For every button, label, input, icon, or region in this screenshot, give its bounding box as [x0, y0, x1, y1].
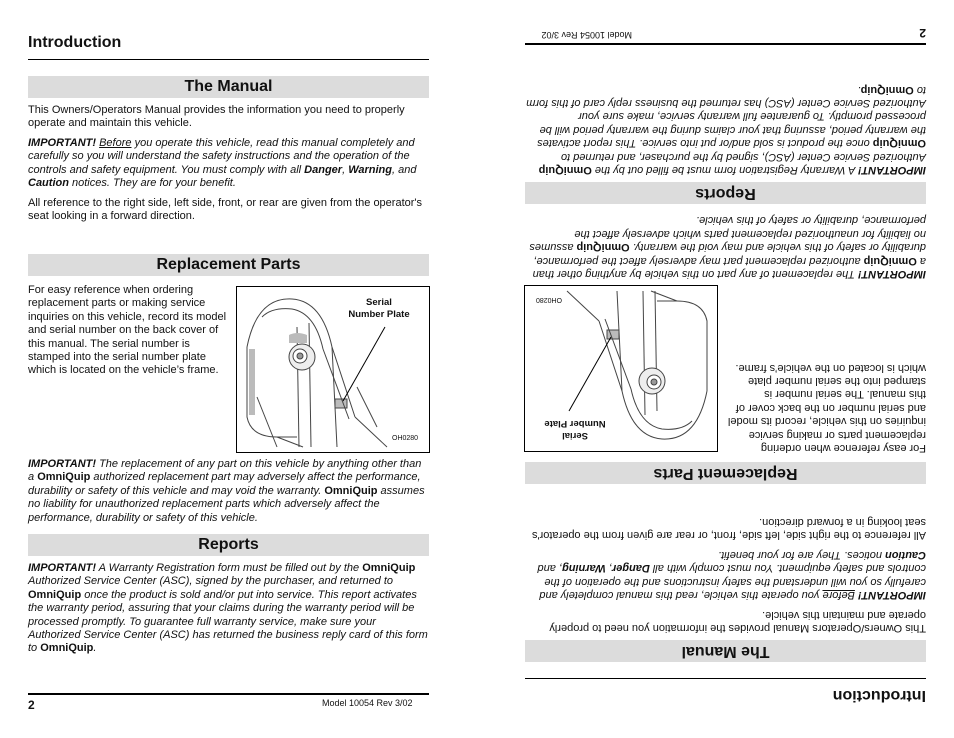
caution-word: Caution: [28, 177, 69, 190]
section-title: Introduction: [28, 34, 122, 51]
manual-intro-rotated: This Owners/Operators Manual provides the information you need to properly operate and maintain this vehicle.: [549, 608, 926, 634]
manual-heading-rotated: The Manual: [525, 640, 926, 662]
reports-important-rotated: [525, 82, 926, 176]
important-label-3-r: IMPORTANT!: [857, 164, 926, 176]
caution-word-r: Caution: [885, 548, 926, 561]
brand-omniquip-4: OmniQuip: [28, 588, 82, 601]
figure-code-r: OH0280: [535, 296, 562, 303]
figure-code: OH0280: [392, 435, 419, 442]
before-word: Before: [99, 137, 132, 149]
figure-label-serial-r: Serial: [562, 430, 588, 441]
replacement-heading-rotated: Replacement Parts: [525, 462, 926, 484]
important-label: IMPORTANT!: [28, 137, 97, 149]
serial-plate-figure: [236, 286, 430, 453]
reports-text-4: .: [93, 642, 97, 655]
replacement-important-text-2: authorized replacement part may adversely affect the performance, durability or safety of this vehicle and may void the warranty.: [28, 471, 421, 497]
reports-text-3-r: once the product is sold and/or put into service. This report activates the warranty period, assuring that your claims during the warranty period will be processed promptly. To guarantee full warranty service, make sure your Authorized Service Center (ASC) has returned the business reply card of this form to: [526, 83, 926, 150]
replacement-important: [28, 458, 429, 525]
replacement-important-text-1-r: The replacement of any part on this vehicle by anything other than a: [532, 254, 926, 280]
brand-omniquip-r: OmniQuip: [863, 254, 917, 267]
section-title-rotated: Introduction: [832, 687, 926, 704]
header-rule: [28, 59, 429, 60]
brand-omniquip-4-r: OmniQuip: [872, 137, 926, 150]
footer-rule: [28, 693, 429, 695]
replacement-important-rotated: [525, 213, 926, 280]
serial-plate-figure-rotated: [524, 285, 718, 452]
manual-important-text-2-r: notices. They are for your benefit.: [718, 548, 886, 561]
before-word-r: Before: [822, 589, 855, 601]
manual-important-text-2: notices. They are for your benefit.: [68, 177, 236, 190]
sep-2-r: , and: [537, 562, 562, 575]
footer-model-rev-rotated: Model 10054 Rev 3/02: [541, 30, 632, 40]
manual-reference-rotated: All reference to the right side, left side, front, or rear are given from the operator's seat looking in a forward direction.: [531, 515, 926, 541]
figure-label-number-plate: Number Plate: [348, 309, 410, 320]
footer-model-rev: Model 10054 Rev 3/02: [322, 698, 413, 708]
reports-heading: Reports: [28, 534, 429, 556]
figure-label-serial: Serial: [366, 297, 392, 308]
reports-text-3: once the product is sold and/or put into service. This report activates the warranty period, assuring that your claims during the warranty period will be processed promptly. To guarantee full warranty service, make sure your Authorized Service Center (ASC) has returned the business reply card of this form to: [28, 588, 428, 655]
manual-important-text-1: you operate this vehicle, read this manual completely and carefully so you will understand the safety instructions and the operation of the controls and safety equipment. You must comply with all: [28, 137, 415, 176]
reports-important: [28, 562, 429, 656]
reports-text-1-r: A Warranty Registration form must be filled out by the: [591, 164, 858, 176]
manual-important: [28, 137, 429, 191]
reports-heading-rotated: Reports: [525, 182, 926, 204]
page-number: 2: [28, 698, 35, 712]
brand-omniquip-5-r: OmniQuip: [860, 83, 914, 96]
sep-1-r: ,: [605, 562, 612, 575]
brand-omniquip-3-r: OmniQuip: [538, 164, 592, 176]
replacement-body-rotated: For easy reference when ordering replacement parts or making service inquiries on this vehicle, record its model and serial number on the back cover of this manual. The serial number is stamped into the serial number plate which is located on the vehicle’s frame.: [727, 361, 926, 454]
replacement-important-text-1: The replacement of any part on this vehicle by anything other than a: [28, 458, 422, 484]
important-label-r: IMPORTANT!: [857, 589, 926, 601]
header-rule-rotated: [525, 678, 926, 679]
replacement-important-text-3: assumes no liability for unauthorized replacement parts which adversely affect the performance, durability or safety of this vehicle.: [28, 484, 425, 524]
important-label-2-r: IMPORTANT!: [857, 268, 926, 280]
brand-omniquip-2: OmniQuip: [324, 484, 378, 497]
important-label-3: IMPORTANT!: [28, 562, 97, 574]
figure-label-number-plate-r: Number Plate: [544, 418, 606, 429]
replacement-important-text-3-r: assumes no liability for unauthorized replacement parts which adversely affect the performance, durability or safety of this vehicle.: [529, 214, 926, 254]
brand-omniquip-3: OmniQuip: [362, 562, 416, 574]
replacement-heading: Replacement Parts: [28, 254, 429, 276]
sep-1: ,: [342, 163, 349, 176]
reports-text-2-r: Authorized Service Center (ASC), signed by the purchaser, and returned to: [560, 150, 926, 163]
manual-important-rotated: [525, 547, 926, 601]
manual-important-text-1-r: you operate this vehicle, read this manual completely and carefully so you will understand the safety instructions and the operation of the controls and safety equipment. You must comply with all: [539, 562, 926, 601]
reports-text-4-r: .: [857, 83, 861, 96]
manual-intro: This Owners/Operators Manual provides the information you need to properly operate and maintain this vehicle.: [28, 104, 405, 130]
manual-heading: The Manual: [28, 76, 429, 98]
reports-text-2: Authorized Service Center (ASC), signed by the purchaser, and returned to: [28, 575, 394, 588]
warning-word-r: Warning: [562, 562, 606, 575]
footer-rule-rotated: [525, 43, 926, 45]
danger-word: Danger: [304, 163, 343, 176]
replacement-body: For easy reference when ordering replacement parts or making service inquiries on this vehicle, record its model and serial number on the back cover of this manual. The serial number is stamped into the serial number plate which is located on the vehicle’s frame.: [28, 284, 227, 377]
brand-omniquip-5: OmniQuip: [40, 642, 94, 655]
warning-word: Warning: [348, 163, 392, 176]
reports-text-1: A Warranty Registration form must be filled out by the: [96, 562, 363, 574]
replacement-important-text-2-r: authorized replacement part may adversely affect the performance, durability or safety of this vehicle and may void the warranty.: [533, 241, 926, 267]
important-label-2: IMPORTANT!: [28, 458, 97, 470]
right-page-rotated: [477, 0, 954, 738]
brand-omniquip: OmniQuip: [37, 471, 91, 484]
brand-omniquip-2-r: OmniQuip: [576, 241, 630, 254]
danger-word-r: Danger: [611, 562, 650, 575]
sep-2: , and: [392, 163, 417, 176]
manual-reference: All reference to the right side, left side, front, or rear are given from the operator's seat looking in a forward direction.: [28, 197, 423, 223]
page-number-rotated: 2: [919, 26, 926, 40]
